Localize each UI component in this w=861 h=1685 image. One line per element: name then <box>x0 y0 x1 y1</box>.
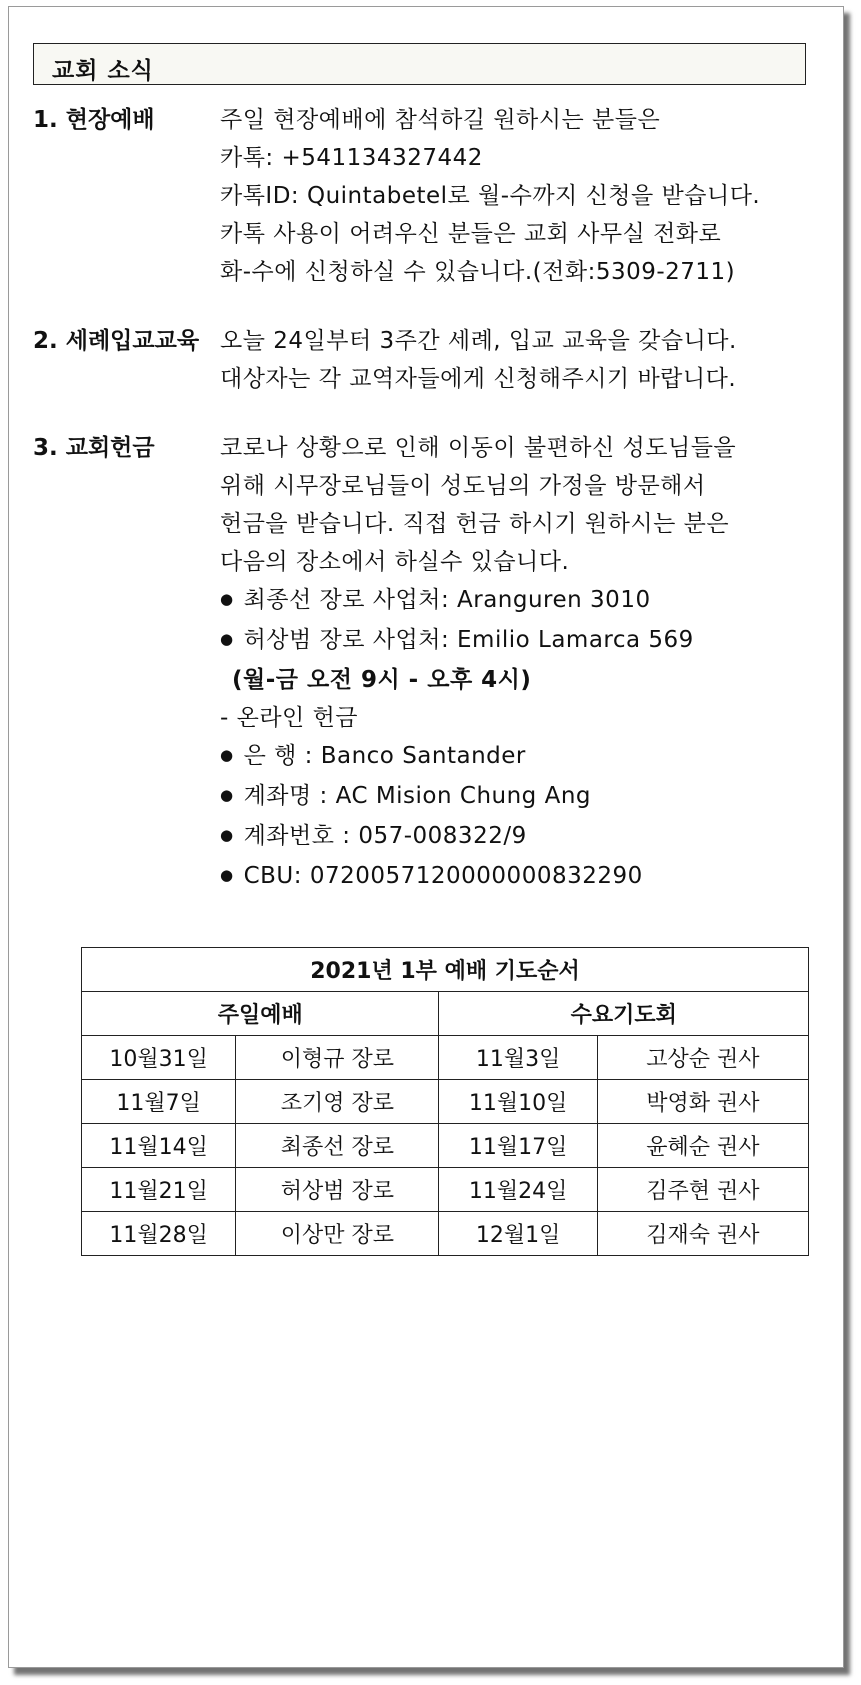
news-header-title: 교회 소식 <box>52 58 154 84</box>
section-label: 1. 현장예배 <box>33 107 155 133</box>
table-row <box>82 1168 809 1212</box>
text-line: 주일 현장예배에 참석하길 원하시는 분들은 <box>220 107 661 133</box>
text-line: 카톡 사용이 어려우신 분들은 교회 사무실 전화로 <box>220 221 722 247</box>
text-line: 다음의 장소에서 하실수 있습니다. <box>220 549 570 575</box>
wednesday-date: 11월24일 <box>439 1168 597 1212</box>
text-line: 화-수에 신청하실 수 있습니다.(전화:5309-2711) <box>220 259 736 285</box>
sunday-leader: 최종선 장로 <box>236 1124 439 1168</box>
section-body <box>220 101 780 291</box>
section-label: 3. 교회헌금 <box>33 435 155 461</box>
bank-info-item: ● 계좌명 : AC Mision Chung Ang <box>220 777 780 817</box>
wednesday-leader: 박영화 권사 <box>597 1080 808 1124</box>
sunday-leader: 조기영 장로 <box>236 1080 439 1124</box>
wednesday-date: 11월17일 <box>439 1124 597 1168</box>
bulletin-page <box>8 6 844 1668</box>
text-line: 카톡: +541134327442 <box>220 145 483 171</box>
text-line: 오늘 24일부터 3주간 세례, 입교 교육을 갖습니다. <box>220 328 737 354</box>
place-list-item: ● 최종선 장로 사업처: Aranguren 3010 <box>220 581 780 621</box>
column-header-wednesday: 수요기도회 <box>439 992 809 1036</box>
text-line: 위해 시무장로님들이 성도님의 가정을 방문해서 <box>220 473 706 499</box>
sunday-leader: 이형규 장로 <box>236 1036 439 1080</box>
section-label: 2. 세례입교교육 <box>33 328 200 354</box>
text-line: 헌금을 받습니다. 직접 헌금 하시기 원하시는 분은 <box>220 511 730 537</box>
bank-info-item: ● CBU: 0720057120000000832290 <box>220 857 780 897</box>
sunday-date: 11월28일 <box>82 1212 236 1256</box>
wednesday-leader: 고상순 권사 <box>597 1036 808 1080</box>
wednesday-date: 12월1일 <box>439 1212 597 1256</box>
sunday-date: 11월21일 <box>82 1168 236 1212</box>
wednesday-date: 11월10일 <box>439 1080 597 1124</box>
table-row <box>82 1212 809 1256</box>
wednesday-leader: 김재숙 권사 <box>597 1212 808 1256</box>
text-line: 카톡ID: Quintabetel로 월-수까지 신청을 받습니다. <box>220 183 761 209</box>
sunday-date: 11월7일 <box>82 1080 236 1124</box>
bank-info-item: ● 은 행 : Banco Santander <box>220 737 780 777</box>
table-row <box>82 1080 809 1124</box>
sunday-leader: 이상만 장로 <box>236 1212 439 1256</box>
office-hours: (월-금 오전 9시 - 오후 4시) <box>232 667 532 693</box>
news-header-box <box>33 43 806 85</box>
online-offering-label: - 온라인 헌금 <box>220 705 359 731</box>
text-line: 코로나 상황으로 인해 이동이 불편하신 성도님들을 <box>220 435 737 461</box>
column-header-sunday: 주일예배 <box>82 992 439 1036</box>
wednesday-leader: 김주현 권사 <box>597 1168 808 1212</box>
table-title: 2021년 1부 예배 기도순서 <box>82 948 809 992</box>
sunday-date: 10월31일 <box>82 1036 236 1080</box>
section-body <box>220 322 780 398</box>
wednesday-date: 11월3일 <box>439 1036 597 1080</box>
place-list-item: ● 허상범 장로 사업처: Emilio Lamarca 569 <box>220 621 780 661</box>
table-row <box>82 1124 809 1168</box>
section-body <box>220 429 780 897</box>
bank-info-item: ● 계좌번호 : 057-008322/9 <box>220 817 780 857</box>
sunday-leader: 허상범 장로 <box>236 1168 439 1212</box>
table-row <box>82 1036 809 1080</box>
text-line: 대상자는 각 교역자들에게 신청해주시기 바랍니다. <box>220 366 737 392</box>
sunday-date: 11월14일 <box>82 1124 236 1168</box>
prayer-schedule-table <box>81 947 809 1256</box>
wednesday-leader: 윤혜순 권사 <box>597 1124 808 1168</box>
